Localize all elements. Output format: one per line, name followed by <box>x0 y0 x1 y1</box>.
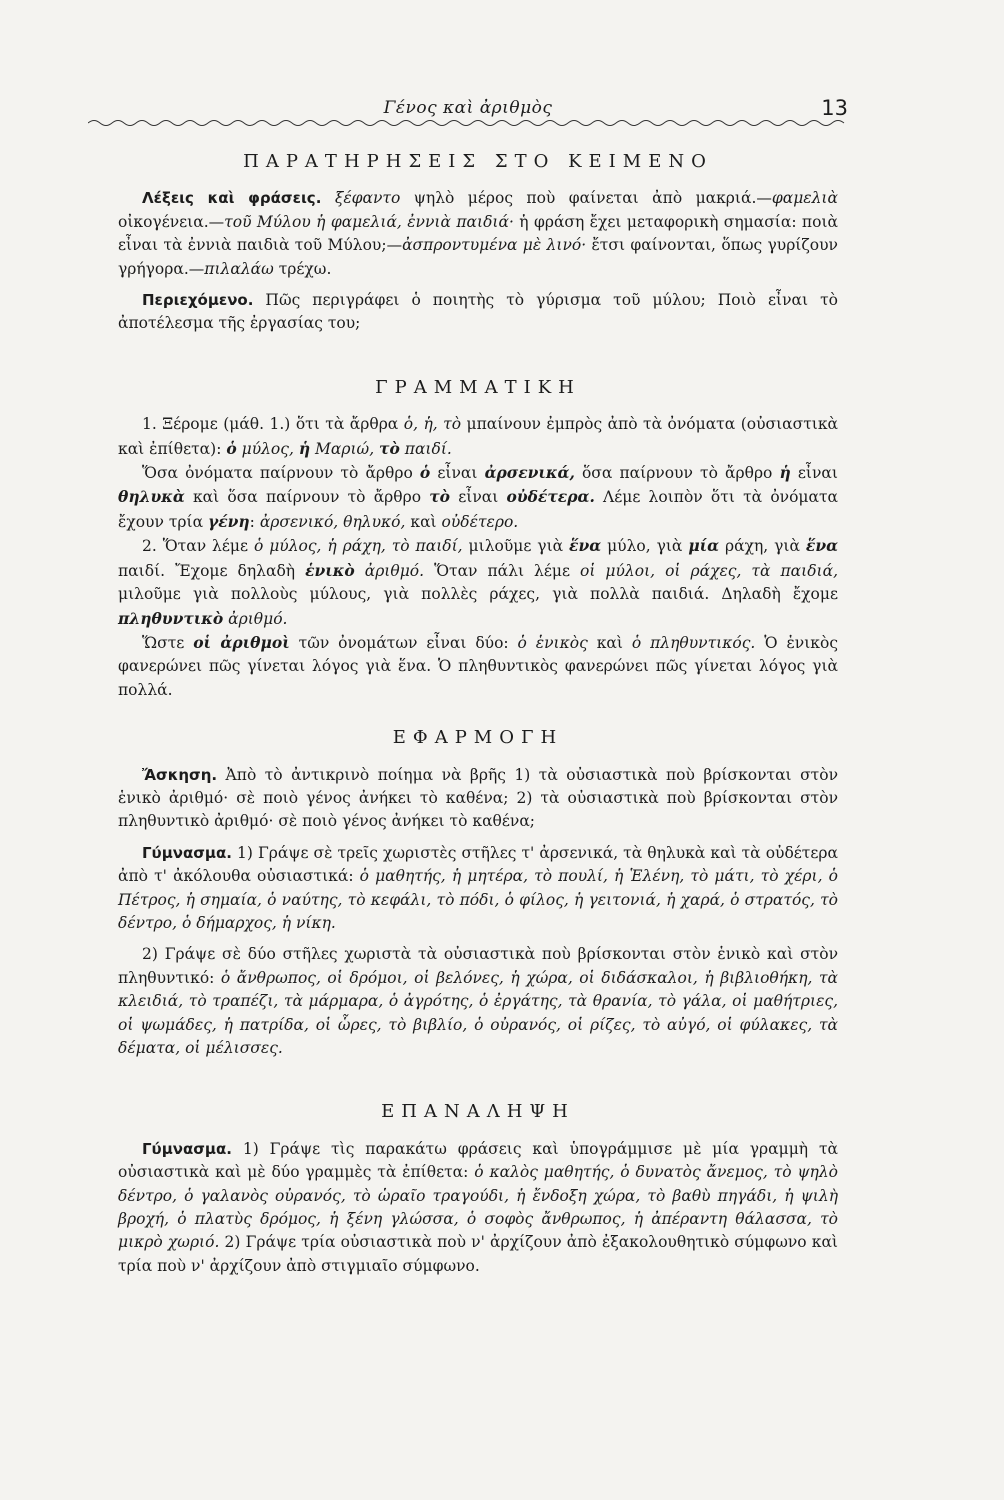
gloss-term: τοῦ Μύλου ἡ φαμελιά, ἐννιὰ παιδιά· <box>224 212 514 231</box>
review-label: Γύμνασμα. <box>142 1139 232 1158</box>
gloss-text: οἰκογένεια.— <box>118 212 225 231</box>
text-run: Ὁ ἑνικὸς φανερώνει πῶς γίνεται λόγος γιὰ ἕνα. Ὁ πληθυντικὸς φανερώνει πῶς γίνεται λόγος γιὰ πολλά. <box>118 633 839 699</box>
italic-run: ἀρσενικό, θηλυκό, <box>259 512 406 531</box>
bold-run: ἕνα <box>569 536 602 556</box>
content-paragraph <box>118 289 838 336</box>
text-run: καὶ <box>405 512 442 531</box>
bold-run: ἕνα <box>805 536 838 556</box>
italic-run: ὁ καλὸς μαθητής, ὁ δυνατὸς ἄνεμος, τὸ ψηλὸ δέντρο, ὁ γαλανὸς οὐρανός, τὸ ὡραῖο τραγούδι, ἡ ἔνδοξη χώρα, τὸ βαθὺ πηγάδι, ἡ ψιλὴ βροχή, ὁ πλατὺς δρόμος, ἡ ξένη γλώσσα, ὁ σοφὸς ἄνθρωπος, ἡ ἀπέραντη θάλασσα, τὸ μικρὸ χωριό. <box>118 1163 838 1252</box>
text-run: εἶναι <box>430 464 485 483</box>
text-run: μιλοῦμε γιὰ πολλοὺς μύλους, γιὰ πολλὲς ράχες, γιὰ πολλὰ παιδιά. Δηλαδὴ ἔχομε <box>118 585 838 604</box>
drill-2-paragraph <box>118 943 838 1060</box>
running-head <box>88 92 848 128</box>
text-run: Ὅσα ὀνόματα παίρνουν τὸ ἄρθρο <box>142 464 420 483</box>
bold-run: μία <box>688 536 720 556</box>
page-number: 13 <box>821 96 848 120</box>
text-run: Ὅταν πάλι λέμε <box>424 561 581 580</box>
italic-run: ἀριθμό. <box>223 609 288 628</box>
gloss-text: ψηλὸ μέρος ποὺ φαίνεται ἀπὸ μακριά.— <box>400 189 772 208</box>
italic-run: ὁ ἄνθρωπος, οἱ δρόμοι, οἱ βελόνες, ἡ χώρα, οἱ διδάσκαλοι, ἡ βιβλιοθήκη, τὰ κλειδιά, τὸ τραπέζι, τὰ μάρμαρα, ὁ ἀγρότης, ὁ ἐργάτης, τὰ θρανία, τὸ γάλα, οἱ μαθήτριες, οἱ ψωμάδες, ἡ πατρίδα, οἱ ὧρες, τὸ βιβλίο, ὁ οὐρανός, οἱ ρίζες, τὸ αὐγό, οἱ φύλακες, τὰ δέματα, οἱ μέλισσες. <box>118 968 839 1057</box>
text-run: εἶναι <box>790 464 838 483</box>
page-body <box>118 150 838 1278</box>
heading-observations: ΠΑΡΑΤΗΡΗΣΕΙΣ ΣΤΟ ΚΕΙΜΕΝΟ <box>243 151 713 172</box>
italic-run: ὁ μύλος, ἡ ράχη, τὸ παιδί, <box>253 537 463 556</box>
gloss-term: ἀσπροντυμένα μὲ λινό· <box>402 236 587 255</box>
content-text: Πῶς περιγράφει ὁ ποιητὴς τὸ γύρισμα τοῦ μύλου; Ποιὸ εἶναι τὸ ἀποτέλεσμα τῆς ἐργασίας του; <box>118 291 838 333</box>
heading-application: ΕΦΑΡΜΟΓΗ <box>392 727 564 749</box>
bold-run: ἀρσενικά, <box>484 463 575 483</box>
italic-run: οἱ μύλοι, οἱ ράχες, τὰ παιδιά, <box>580 561 839 580</box>
text-run: μπαίνουν ἐμπρὸς ἀπὸ τὰ ὀνόματα (οὐσιαστικὰ καὶ ἐπίθετα): <box>118 415 839 458</box>
text-run: παιδί. Ἔχομε δηλαδὴ <box>118 561 306 580</box>
gloss-text: τρέχω. <box>273 259 332 278</box>
bold-run: ὁ <box>226 438 237 458</box>
drill-label: Γύμνασμα. <box>142 843 232 862</box>
bold-run: γένη <box>207 511 250 531</box>
italic-run: Μαριώ, <box>310 439 380 458</box>
text-run: : <box>249 512 260 531</box>
exercise-text: Ἀπὸ τὸ ἀντικρινὸ ποίημα νὰ βρῆς 1) τὰ οὐσιαστικὰ ποὺ βρίσκονται στὸν ἑνικὸ ἀριθμό· σὲ ποιὸ γένος ἀνήκει τὸ καθένα; 2) τὰ οὐσιαστικὰ ποὺ βρίσκονται στὸν πληθυντικὸ ἀριθμό· σὲ ποιὸ γένος ἀνήκει τὸ καθένα; <box>118 765 838 831</box>
text-run: 1) Γράψε σὲ τρεῖς χωριστὲς στῆλες τ' ἀρσενικά, τὰ θηλυκὰ καὶ τὰ οὐδέτερα ἀπὸ τ' ἀκόλουθα οὐσιαστικά: <box>118 843 838 886</box>
text-run: 2) Γράψε σὲ δύο στῆλες χωριστὰ τὰ οὐσιαστικὰ ποὺ βρίσκονται στὸν ἑνικὸ καὶ στὸν πληθυντικό: <box>118 945 838 987</box>
italic-run: οὐδέτερο. <box>441 512 519 531</box>
bold-run: ὁ <box>419 463 431 483</box>
bold-run: οἱ ἀριθμοὶ <box>193 632 290 652</box>
bold-run: ἑνικὸ <box>305 560 355 580</box>
gloss-text: ἡ φράση ἔχει μεταφορικὴ σημασία: ποιὰ εἶναι τὰ ἐννιὰ παιδιὰ τοῦ Μύλου;— <box>118 212 838 255</box>
grammar-point-1 <box>118 413 838 461</box>
text-run: καὶ ὅσα παίρνουν τὸ ἄρθρο <box>184 488 430 507</box>
italic-run: ὁ, ἡ, τὸ <box>403 415 462 434</box>
bold-run: οὐδέτερα. <box>506 487 595 507</box>
bold-run: τὸ <box>429 487 451 507</box>
running-title: Γένος καὶ ἀριθμὸς <box>383 98 553 118</box>
text-run: ράχη, γιὰ <box>719 537 806 556</box>
italic-run: ὁ ἑνικὸς <box>517 633 588 652</box>
italic-run: ὁ μαθητής, ἡ μητέρα, τὸ πουλί, ἡ Ἑλένη, τὸ μάτι, τὸ χέρι, ὁ Πέτρος, ἡ σημαία, ὁ ναύτης, τὸ κεφάλι, τὸ πόδι, ὁ φίλος, ἡ γειτονιά, ἡ χαρά, ὁ στρατός, τὸ δέντρο, ὁ δήμαρχος, ἡ νίκη. <box>118 867 838 932</box>
gloss-term: φαμελιὰ <box>771 189 838 208</box>
italic-run: ἀριθμό. <box>354 561 425 580</box>
italic-run: ὁ πληθυντικός. <box>631 633 756 652</box>
gloss-text: ἔτσι φαίνονται, ὅπως γυρίζουν γρήγορα.— <box>118 236 838 278</box>
text-run: 2. Ὅταν λέμε <box>142 537 254 556</box>
wavy-rule <box>88 118 848 128</box>
bold-run: ἡ <box>779 463 791 483</box>
bold-run: θηλυκὰ <box>118 487 185 507</box>
text-run: 1. Ξέρομε (μάθ. 1.) ὅτι τὰ ἄρθρα <box>142 415 404 434</box>
italic-run: μύλος, <box>236 439 299 458</box>
text-run: Ὥστε <box>142 633 194 652</box>
heading-review: ΕΠΑΝΑΛΗΨΗ <box>381 1101 575 1123</box>
text-run: καὶ <box>587 633 632 652</box>
words-label: Λέξεις καὶ φράσεις. <box>142 189 322 208</box>
italic-run: παιδί. <box>399 439 452 458</box>
grammar-genders <box>118 461 838 534</box>
heading-grammar: ΓΡΑΜΜΑΤΙΚΗ <box>375 376 581 398</box>
text-run: μύλο, γιὰ <box>601 537 689 556</box>
exercise-paragraph <box>118 764 838 834</box>
bold-run: πληθυντικὸ <box>118 608 224 628</box>
text-run: ὅσα παίρνουν τὸ ἄρθρο <box>574 464 780 483</box>
gloss-term: ξέφαντο <box>334 189 401 208</box>
text-run: 1) Γράψε τὶς παρακάτω φράσεις καὶ ὑπογράμμισε μὲ μία γραμμὴ τὰ οὐσιαστικὰ καὶ μὲ δύο γραμμὲς τὰ ἐπίθετα: <box>118 1139 838 1182</box>
text-run: 2) Γράψε τρία οὐσιαστικὰ ποὺ ν' ἀρχίζουν ἀπὸ ἐξακολουθητικὸ σύμφωνο καὶ τρία ποὺ ν' ἀρχίζουν ἀπὸ στιγμιαῖο σύμφωνο. <box>118 1233 839 1275</box>
bold-run: ἡ <box>298 438 311 458</box>
bold-run: τὸ <box>379 438 400 458</box>
grammar-point-2 <box>118 534 838 631</box>
text-run: τῶν ὀνομάτων εἶναι δύο: <box>289 633 518 652</box>
gloss-term: πιλαλάω <box>204 259 274 278</box>
text-run: μιλοῦμε γιὰ <box>462 537 570 556</box>
text-run: εἶναι <box>450 488 507 507</box>
text-run: Λέμε λοιπὸν ὅτι τὰ ὀνόματα ἔχουν τρία <box>118 488 838 531</box>
drill-1-paragraph <box>118 842 838 936</box>
exercise-label: Ἄσκηση. <box>142 765 218 784</box>
review-paragraph <box>118 1138 838 1278</box>
words-paragraph <box>118 187 838 281</box>
content-label: Περιεχόμενο. <box>142 291 254 310</box>
grammar-numbers <box>118 631 838 702</box>
